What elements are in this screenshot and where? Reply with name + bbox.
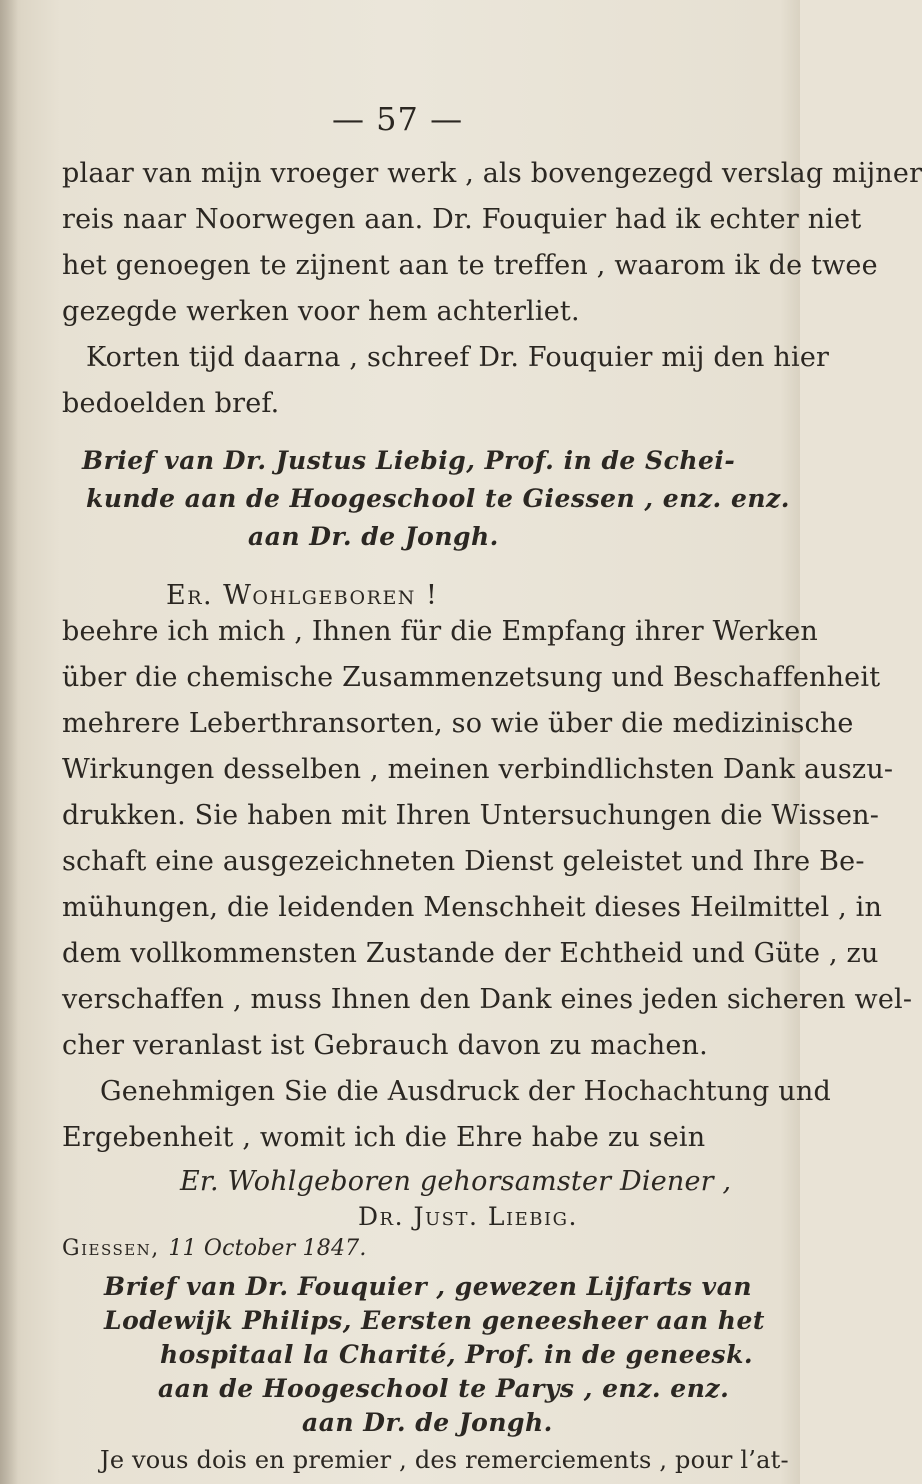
letter-heading-line: kunde aan de Hoogeschool te Giessen , enz. enz. (86, 484, 790, 513)
date: 11 October 1847. (168, 1236, 367, 1261)
text-line: Korten tijd daarna , schreef Dr. Fouquier mij den hier (86, 342, 830, 373)
place: Giessen, (62, 1236, 169, 1261)
text-line: Ergebenheit , womit ich die Ehre habe zu sein (62, 1122, 706, 1153)
letter-heading-line: hospitaal la Charité, Prof. in de geneesk. (160, 1340, 754, 1369)
text-line: Genehmigen Sie die Ausdruck der Hochachtung und (100, 1076, 831, 1107)
text-line: plaar van mijn vroeger werk , als bovengezegd verslag mijner (62, 158, 922, 189)
salutation: Er. Wohlgeboren ! (166, 580, 439, 611)
page-binding-shadow (0, 0, 18, 1484)
text-line: schaft eine ausgezeichneten Dienst geleistet und Ihre Be- (62, 846, 865, 877)
page-number: — 57 — (332, 100, 464, 138)
closing-formula: Er. Wohlgeboren gehorsamster Diener , (180, 1166, 732, 1197)
text-line: cher veranlast ist Gebrauch davon zu machen. (62, 1030, 708, 1061)
text-line: mühungen, die leidenden Menschheit dieses Heilmittel , in (62, 892, 883, 923)
text-line: drukken. Sie haben mit Ihren Untersuchungen die Wissen- (62, 800, 880, 831)
text-line: dem vollkommensten Zustande der Echtheid und Güte , zu (62, 938, 879, 969)
place-date (62, 1236, 367, 1261)
letter-heading-line: aan Dr. de Jongh. (302, 1408, 553, 1437)
text-line: het genoegen te zijnent aan te treffen , waarom ik de twee (62, 250, 878, 281)
text-line: reis naar Noorwegen aan. Dr. Fouquier had ik echter niet (62, 204, 862, 235)
signature: Dr. Just. Liebig. (358, 1202, 578, 1231)
text-line: Je vous dois en premier , des remerciements , pour l’at- (100, 1446, 789, 1474)
text-line: über die chemische Zusammenzetsung und Beschaffenheit (62, 662, 881, 693)
letter-heading-line: aan de Hoogeschool te Parys , enz. enz. (158, 1374, 730, 1403)
letter-heading-line: aan Dr. de Jongh. (248, 522, 499, 551)
letter-heading-line: Lodewijk Philips, Eersten geneesheer aan het (104, 1306, 765, 1335)
letter-heading-line: Brief van Dr. Fouquier , gewezen Lijfarts van (104, 1272, 753, 1301)
text-line: Wirkungen desselben , meinen verbindlichsten Dank auszu- (62, 754, 894, 785)
letter-heading-line: Brief van Dr. Justus Liebig, Prof. in de Schei- (82, 446, 736, 475)
text-line: bedoelden bref. (62, 388, 280, 419)
text-line: gezegde werken voor hem achterliet. (62, 296, 580, 327)
text-line: verschaffen , muss Ihnen den Dank eines jeden sicheren wel- (62, 984, 913, 1015)
text-line: beehre ich mich , Ihnen für die Empfang ihrer Werken (62, 616, 818, 647)
text-line: mehrere Leberthransorten, so wie über die medizinische (62, 708, 854, 739)
